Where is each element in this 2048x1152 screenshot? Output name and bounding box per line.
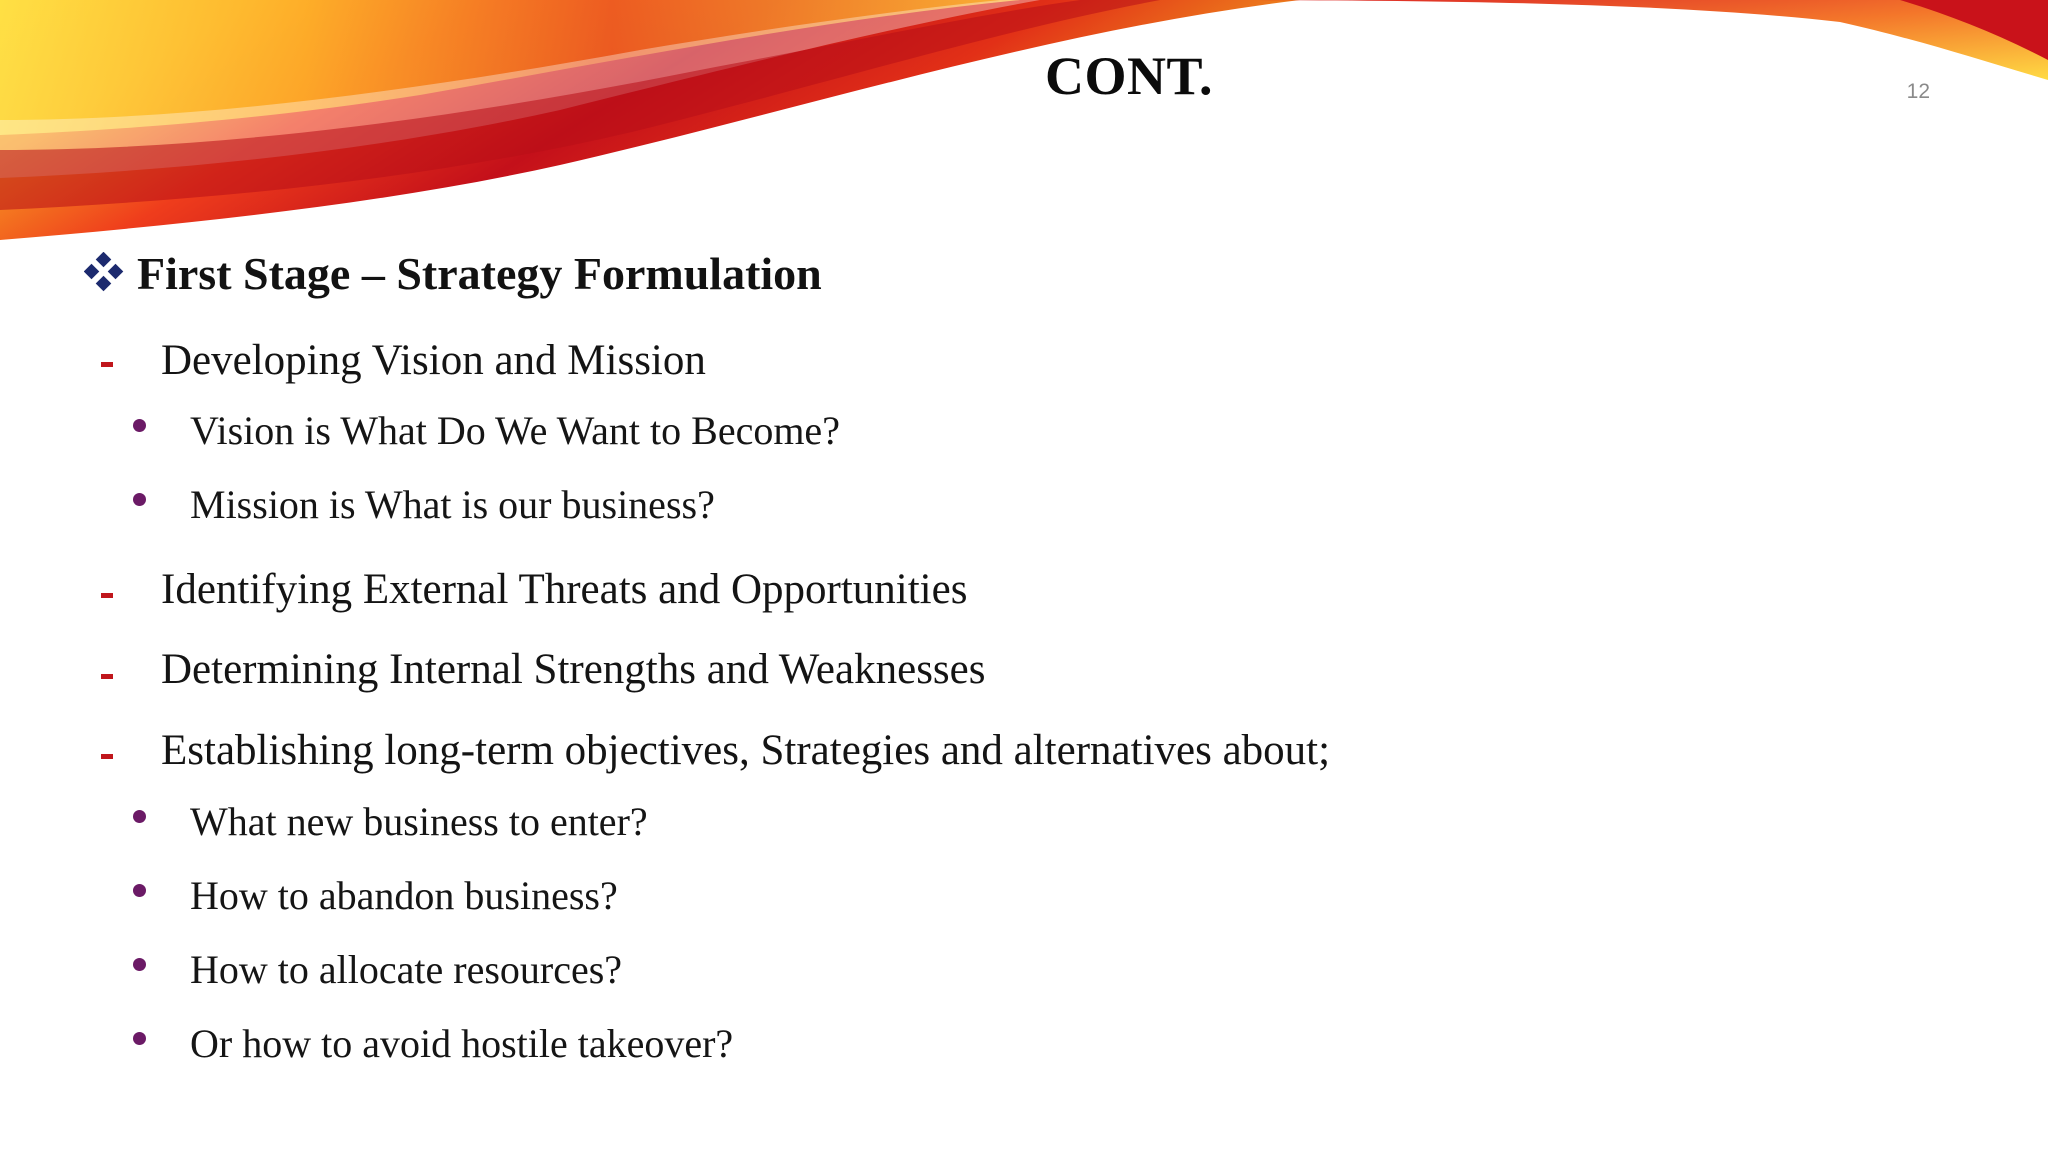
list-item-text: Mission is What is our business?: [190, 482, 715, 527]
dash-bullet-icon: [101, 674, 113, 679]
list-item-text: Or how to avoid hostile takeover?: [190, 1021, 734, 1066]
dot-bullet-icon: [133, 958, 146, 971]
slide-title: CONT.: [1044, 46, 1213, 106]
stage-heading-text: First Stage – Strategy Formulation: [137, 248, 822, 299]
list-item-text: Vision is What Do We Want to Become?: [190, 408, 840, 453]
list-item-text: Identifying External Threats and Opportunities: [161, 566, 968, 613]
list-item-text: Developing Vision and Mission: [161, 337, 706, 384]
decorative-swoosh: [0, 0, 2048, 260]
dash-bullet-icon: [101, 754, 113, 759]
dot-bullet-icon: [133, 810, 146, 823]
page-number: 12: [1906, 80, 1930, 103]
list-item-text: Establishing long-term objectives, Strategies and alternatives about;: [161, 727, 1331, 774]
dash-bullet-icon: [101, 362, 113, 367]
dot-bullet-icon: [133, 419, 146, 432]
four-diamond-icon: [84, 252, 124, 292]
list-item-text: How to allocate resources?: [190, 947, 623, 992]
dash-bullet-icon: [101, 593, 113, 598]
dot-bullet-icon: [133, 1032, 146, 1045]
dot-bullet-icon: [133, 884, 146, 897]
list-item-text: How to abandon business?: [190, 873, 618, 918]
list-item-text: Determining Internal Strengths and Weaknesses: [161, 646, 986, 693]
dot-bullet-icon: [133, 493, 146, 506]
list-item-text: What new business to enter?: [190, 799, 648, 844]
